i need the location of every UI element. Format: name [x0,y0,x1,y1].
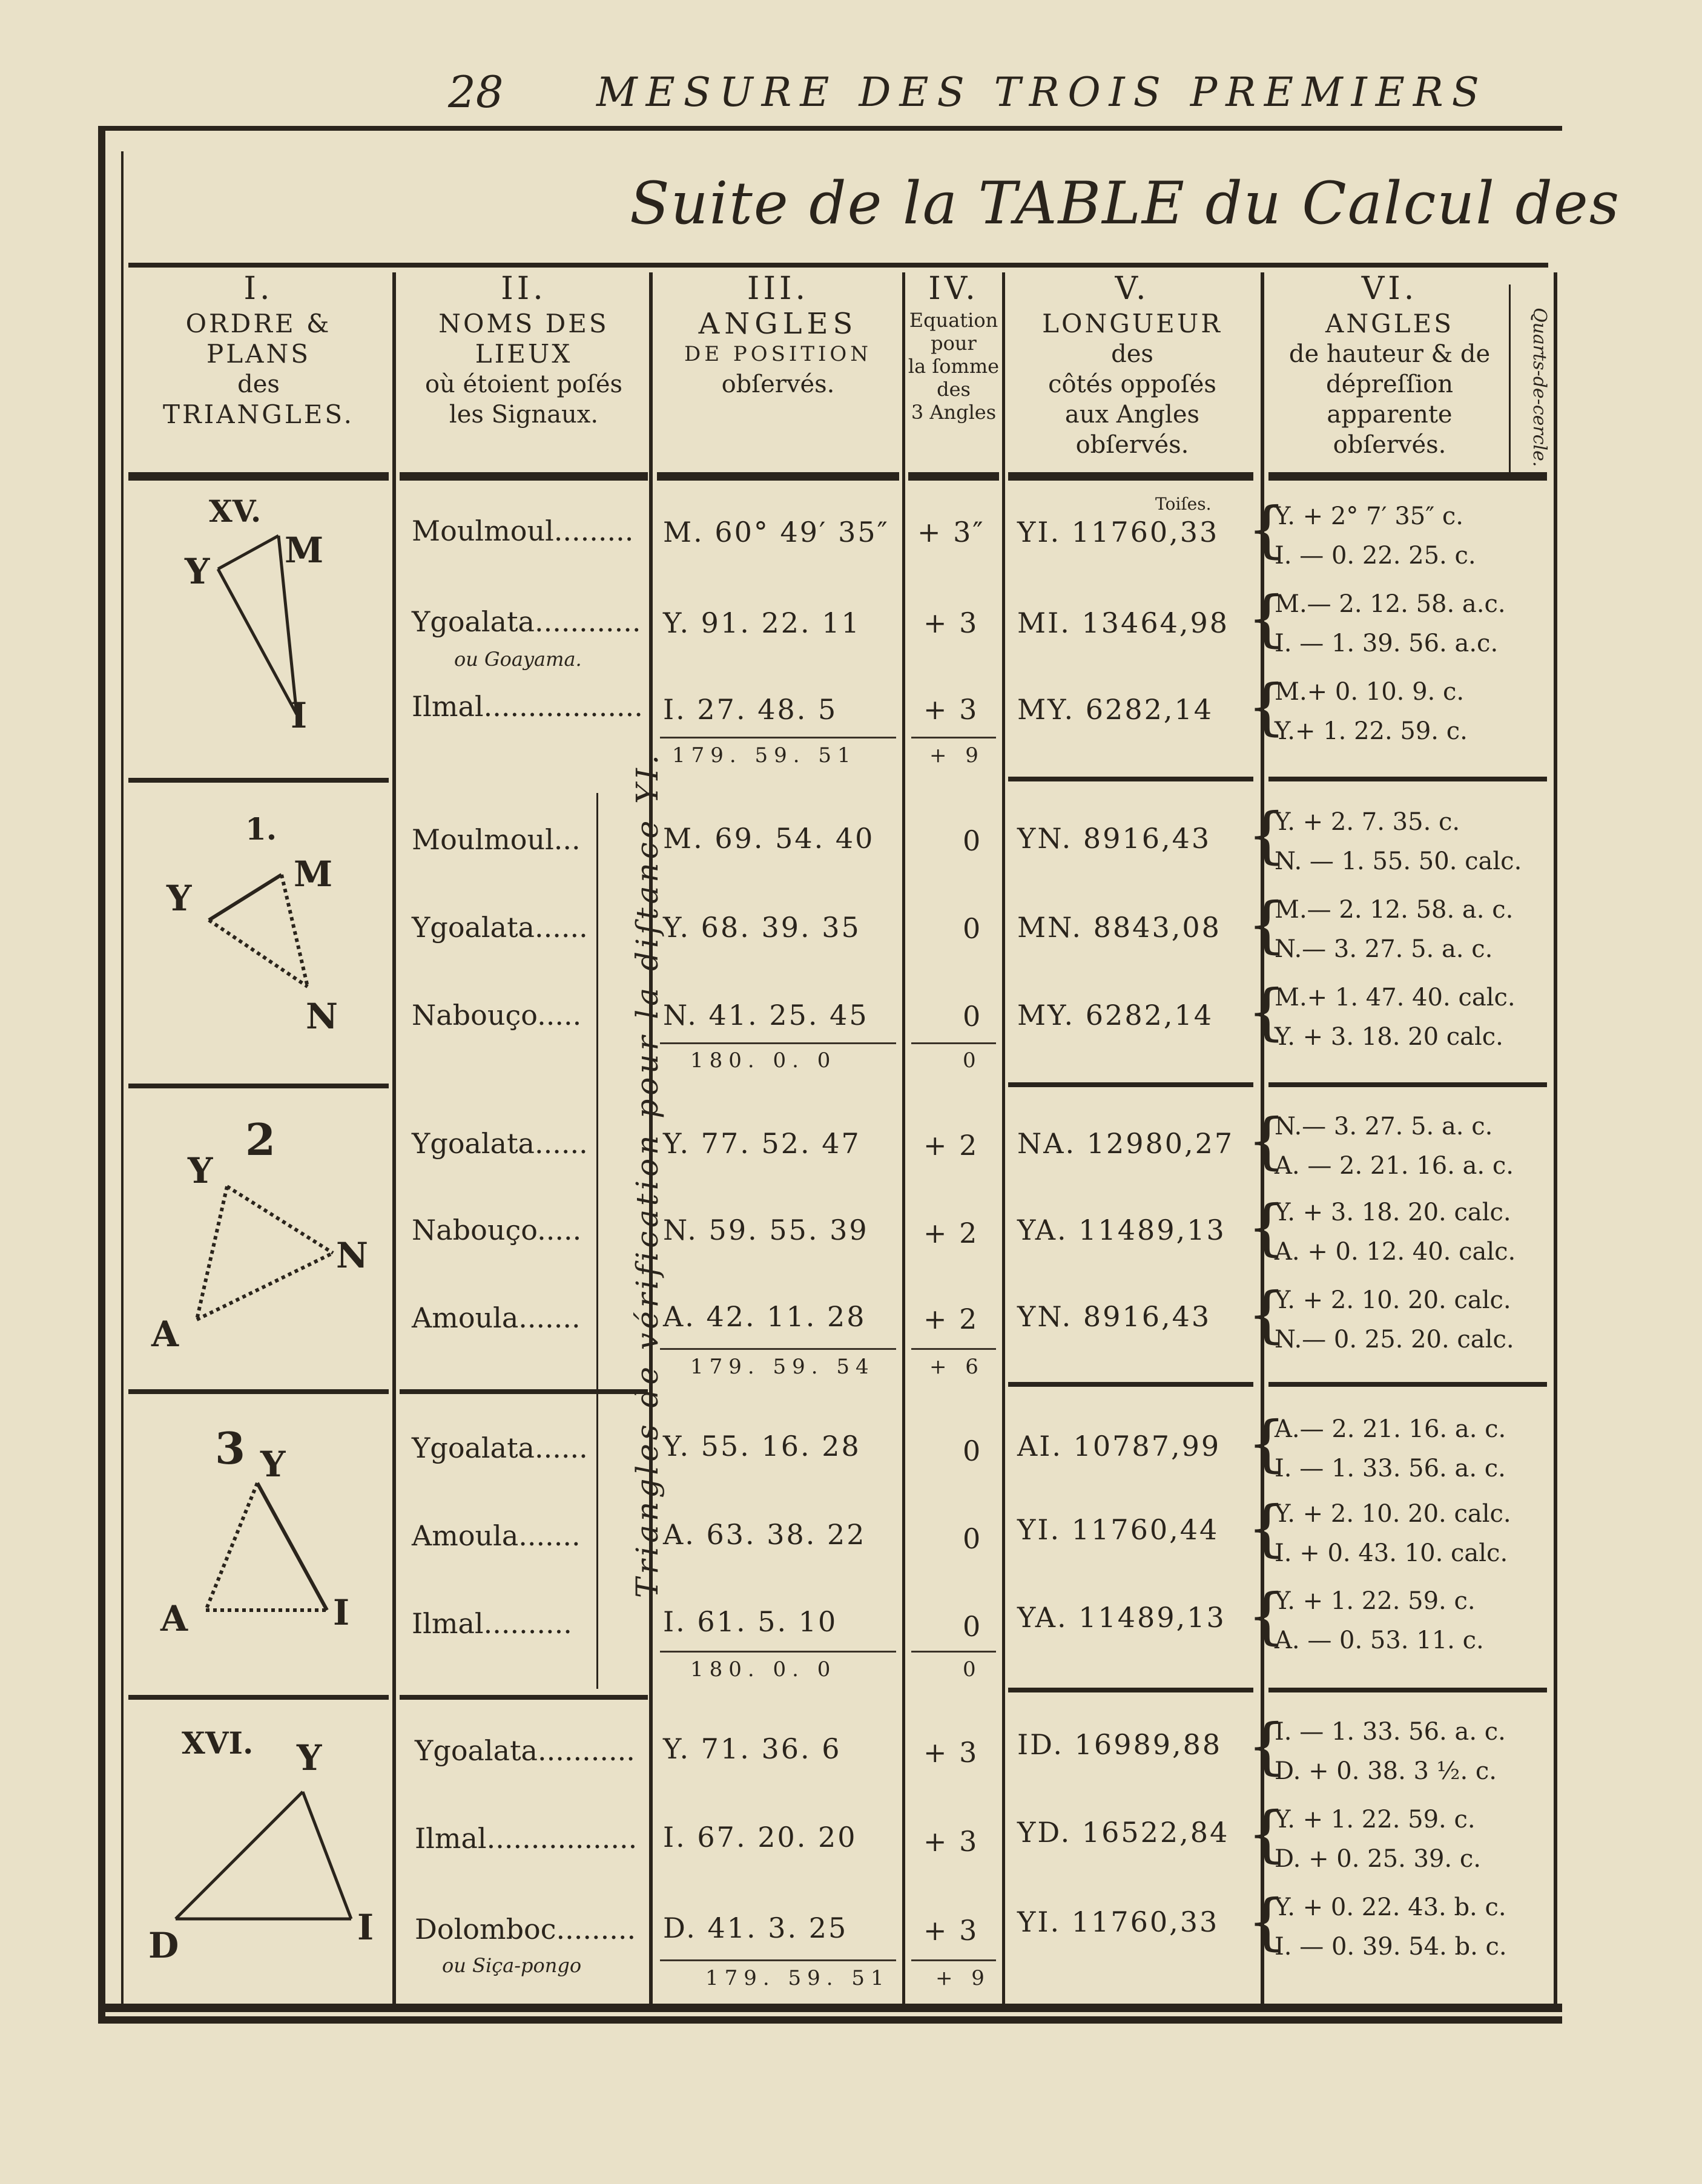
col-head-line: obſervés. [721,370,835,398]
height-angle: Y. + 3. 18. 20. calc. [1275,1199,1511,1226]
brace: { [1247,976,1286,1047]
height-angle: N. — 1. 55. 50. calc. [1275,847,1522,875]
equation-sum: + 6 [929,1355,985,1379]
height-angle: A. — 2. 21. 16. a. c. [1275,1152,1514,1180]
col-head-angles-position [654,271,902,469]
col-head-line: où étoient poſés [424,370,623,398]
equation-value: 0 [963,1522,983,1555]
col-head-line: côtés oppoſés [1048,370,1216,398]
height-angle: N.— 0. 25. 20. calc. [1275,1326,1514,1353]
col-head-line: pour [931,332,977,355]
sum-rule [911,1959,996,1961]
height-angle: A. + 0. 12. 40. calc. [1275,1238,1516,1266]
height-angle: Y. + 2. 7. 35. c. [1275,808,1460,836]
group-separator [1268,1082,1547,1087]
side-length: YA. 11489,13 [1017,1601,1226,1634]
group-separator [1008,1688,1253,1692]
col-head-line: ANGLES [1325,309,1454,338]
side-length: NA. 12980,27 [1017,1127,1235,1160]
page-number: 28 [448,67,504,117]
col-head-line: aux Angles obſervés. [1064,401,1200,459]
col-head-line: TRIANGLES. [162,400,355,429]
side-length: YD. 16522,84 [1017,1816,1230,1849]
angle-position: Y. 91. 22. 11 [663,607,861,639]
sum-rule [660,1651,896,1653]
vertex-label: I [333,1592,350,1633]
col-num: V. [1115,271,1150,307]
brace: { [1247,671,1286,742]
angle-position: Y. 77. 52. 47 [663,1127,861,1160]
angle-position: A. 42. 11. 28 [663,1300,866,1333]
column-divider [1509,285,1511,472]
col-head-line: ORDRE & PLANS [185,309,332,369]
height-angle: I. — 0. 39. 54. b. c. [1275,1933,1507,1961]
side-length: YI. 11760,33 [1017,516,1219,548]
brace: { [1247,889,1286,960]
group-separator [1268,1688,1547,1692]
height-angle: D. + 0. 25. 39. c. [1275,1845,1481,1873]
vertex-label: Y [185,551,210,592]
sum-rule [660,1959,896,1961]
height-angle: M.+ 1. 47. 40. calc. [1275,984,1516,1011]
vertex-label: Y [297,1737,322,1778]
angle-position: I. 27. 48. 5 [663,693,838,726]
equation-value: + 2 [923,1217,979,1249]
col-num: IV. [928,271,979,307]
vertex-label: Y [188,1150,213,1191]
column-divider [1002,272,1005,2004]
height-angle: Y. + 1. 22. 59. c. [1275,1806,1476,1834]
col-head-line: DE POSITION [684,342,872,366]
col-head-line: la ſomme [908,355,1000,378]
vertex-label: I [357,1907,374,1948]
equation-sum: 0 [963,1657,982,1682]
height-angle: Y. + 2. 10. 20. calc. [1275,1500,1511,1528]
height-angle: A. — 0. 53. 11. c. [1275,1626,1484,1654]
angle-position: Y. 68. 39. 35 [663,911,861,944]
col-head-line: Equation [909,309,998,332]
angle-position: N. 41. 25. 45 [663,999,869,1031]
col-head-line: ANGLES [698,307,858,341]
col-head-line: obſervés. [1333,431,1446,459]
place-alt-name: ou Goayama. [454,648,582,671]
brace: { [1247,1105,1286,1176]
height-angle: Y.+ 1. 22. 59. c. [1275,717,1468,745]
side-length: YA. 11489,13 [1017,1214,1226,1246]
height-angle: A.— 2. 21. 16. a. c. [1275,1415,1506,1443]
group-separator [128,778,389,783]
vertex-label: M [285,530,324,571]
height-angle: I. — 0. 22. 25. c. [1275,542,1476,570]
triangle-id: XVI. [182,1725,254,1761]
vertex-label: A [160,1598,188,1639]
column-divider [902,272,905,2004]
triangle-id: 2 [245,1114,276,1165]
height-angle: Y. + 3. 18. 20 calc. [1275,1023,1503,1051]
col-head-line: NOMS DES LIEUX [438,309,609,369]
height-angle: I. + 0. 43. 10. calc. [1275,1539,1508,1567]
brace: { [1247,1279,1286,1350]
side-length: MY. 6282,14 [1017,693,1214,726]
place-name: Nabouço..... [412,1214,582,1246]
place-name: Ilmal.......... [412,1607,572,1640]
vertex-label: Y [260,1444,286,1485]
place-name: Ilmal.................. [412,690,643,723]
height-angle: D. + 0. 38. 3 ½. c. [1275,1757,1497,1785]
equation-value: + 3 [923,1914,979,1947]
vertex-label: A [151,1314,179,1355]
angle-sum: 180. 0. 0 [690,1657,837,1682]
col-head-ordre [128,271,389,469]
group-separator [1008,1082,1253,1087]
side-length: MY. 6282,14 [1017,999,1214,1031]
place-name: Dolomboc......... [415,1913,636,1946]
sum-rule [911,1348,996,1350]
col-head-line: de hauteur & de [1288,340,1491,368]
group-separator [400,1695,648,1700]
place-alt-name: ou Siça-pongo [442,1954,582,1977]
group-separator [400,1389,648,1394]
brace: { [1247,1886,1286,1957]
angle-position: N. 59. 55. 39 [663,1214,869,1246]
col-head-angles-hauteur [1265,271,1514,469]
title-rule [128,263,1548,268]
side-length: YN. 8916,43 [1017,822,1212,855]
angle-position: I. 61. 5. 10 [663,1605,838,1638]
group-separator [1268,777,1547,781]
place-name: Ygoalata............ [412,605,641,638]
sum-rule [660,1348,896,1350]
side-length: YI. 11760,33 [1017,1906,1219,1938]
brace: { [1247,1192,1286,1263]
vertex-label: N [336,1235,369,1276]
triangle-id: 3 [215,1423,246,1474]
brace: { [1247,494,1286,565]
equation-value: + 3 [923,693,979,726]
place-name: Ilmal................. [415,1822,638,1855]
angle-sum: 179. 59. 51 [705,1966,890,1990]
col-head-longueur [1005,271,1259,469]
equation-value: 0 [963,1610,983,1643]
side-length: AI. 10787,99 [1017,1430,1221,1462]
place-name: Moulmoul... [412,823,581,856]
height-angle: Y. + 2° 7′ 35″ c. [1275,502,1463,530]
toises-label: Toiſes. [1155,494,1212,514]
angle-position: A. 63. 38. 22 [663,1518,866,1551]
height-angle: M.+ 0. 10. 9. c. [1275,678,1465,706]
vertex-label: I [291,695,308,736]
side-length: MI. 13464,98 [1017,607,1230,639]
head-rule [908,472,999,481]
equation-value: 0 [963,824,983,857]
col-num: VI. [1361,271,1418,307]
side-length: YI. 11760,44 [1017,1513,1219,1546]
height-angle: N.— 3. 27. 5. a. c. [1275,1113,1493,1140]
triangle-xv-diagram [145,496,375,751]
col-num: I. [243,271,274,307]
sum-rule [911,1651,996,1653]
vertical-bracket-line [596,793,598,1689]
equation-sum: + 9 [929,743,985,768]
equation-sum: 0 [963,1048,982,1073]
equation-value: + 2 [923,1129,979,1162]
col-head-noms [397,271,651,469]
head-rule [128,472,389,481]
side-length: YN. 8916,43 [1017,1300,1212,1333]
height-angle: N.— 3. 27. 5. a. c. [1275,935,1493,963]
group-separator [1008,777,1253,781]
equation-value: + 3 [923,607,979,639]
angle-sum: 179. 59. 51 [672,743,857,768]
vertex-label: Y [167,878,192,919]
head-rule [1008,472,1253,481]
brace: { [1247,1580,1286,1651]
sum-rule [660,1042,896,1044]
height-angle: Y. + 1. 22. 59. c. [1275,1587,1476,1615]
column-divider [1554,272,1557,2004]
angle-position: Y. 55. 16. 28 [663,1430,861,1462]
height-angle: Y. + 2. 10. 20. calc. [1275,1286,1511,1314]
equation-value: + 3 [923,1825,979,1858]
place-name: Ygoalata...... [412,1432,588,1464]
place-name: Ygoalata........... [415,1734,635,1767]
verification-label: Triangles de vérification pour la diſtance YI. [630,751,665,1598]
col-head-line: des [237,370,280,398]
height-angle: I. — 1. 33. 56. a. c. [1275,1718,1506,1746]
sum-rule [660,737,896,738]
equation-value: 0 [963,1000,983,1033]
height-angle: Y. + 0. 22. 43. b. c. [1275,1893,1506,1921]
head-rule [657,472,899,481]
equation-value: + 2 [923,1303,979,1335]
place-name: Amoula....... [412,1519,581,1552]
angle-position: D. 41. 3. 25 [663,1912,848,1944]
sum-rule [911,1042,996,1044]
height-angle: I. — 1. 33. 56. a. c. [1275,1455,1506,1482]
angle-position: M. 69. 54. 40 [663,822,875,855]
col-num: III. [747,271,810,307]
side-length: MN. 8843,08 [1017,911,1221,944]
bottom-rule [98,2004,1562,2012]
equation-value: 0 [963,1435,983,1467]
place-name: Ygoalata...... [412,1127,588,1160]
vertex-label: N [306,996,338,1037]
col-head-line: les Signaux. [449,401,599,429]
place-name: Nabouço..... [412,999,582,1031]
col-head-line: des [937,378,971,401]
group-separator [128,1389,389,1394]
angle-sum: 179. 59. 54 [690,1355,875,1379]
sum-rule [911,737,996,738]
equation-sum: + 9 [935,1966,991,1990]
col-head-line: dépreſſion apparente [1326,370,1453,429]
group-separator [1268,1382,1547,1387]
triangle-id: 1. [245,811,277,847]
side-length: ID. 16989,88 [1017,1728,1222,1761]
col-head-line: LONGUEUR [1042,309,1222,338]
angle-position: M. 60° 49′ 35″ [663,516,889,548]
equation-value: 0 [963,912,983,945]
vertex-label: D [148,1925,179,1966]
vertex-label: M [294,854,333,895]
place-name: Ygoalata...... [412,911,588,944]
quarts-de-cercle-label: Quarts-de-cercle. [1529,308,1550,467]
place-name: Amoula....... [412,1301,581,1334]
triangle-xvi-diagram [145,1719,375,1973]
place-name: Moulmoul......... [412,515,634,547]
head-rule [400,472,648,481]
brace: { [1247,583,1286,654]
brace: { [1247,1493,1286,1564]
col-head-line: des [1111,340,1153,368]
height-angle: M.— 2. 12. 58. a. c. [1275,896,1514,924]
triangle-id: XV. [209,493,262,529]
brace: { [1247,1408,1286,1479]
group-separator [128,1695,389,1700]
brace: { [1247,1711,1286,1781]
equation-value: + 3 [923,1736,979,1769]
head-rule [1268,472,1547,481]
col-head-line: 3 Angles [911,401,997,424]
col-num: II. [501,271,547,307]
height-angle: M.— 2. 12. 58. a.c. [1275,590,1506,618]
col-head-equation [905,271,1002,469]
height-angle: I. — 1. 39. 56. a.c. [1275,630,1499,657]
angle-sum: 180. 0. 0 [690,1048,837,1073]
angle-position: I. 67. 20. 20 [663,1821,857,1853]
angle-position: Y. 71. 36. 6 [663,1732,842,1765]
table-title: Suite de la TABLE du Calcul des [630,169,1620,237]
equation-value: + 3″ [917,516,985,548]
column-divider [392,272,396,2004]
running-head: MESURE DES TROIS PREMIERS [596,69,1488,116]
brace: { [1247,1798,1286,1869]
group-separator [1008,1382,1253,1387]
group-separator [128,1084,389,1088]
brace: { [1247,800,1286,870]
page-header [0,61,1702,127]
